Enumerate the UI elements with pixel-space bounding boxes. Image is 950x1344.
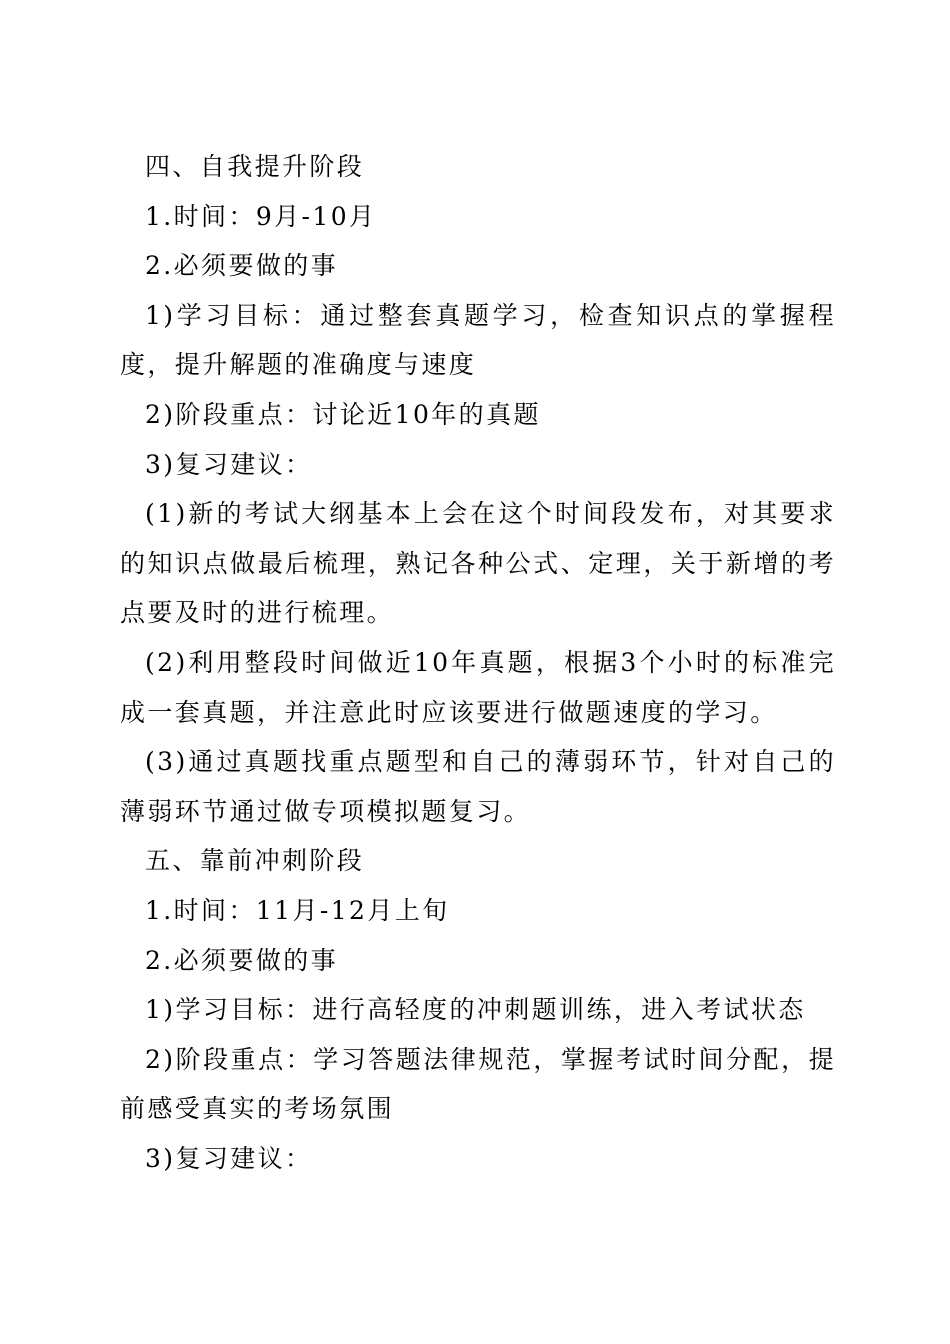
todo-heading: 2.必须要做的事	[145, 945, 339, 975]
review-advice-heading: 3)复习建议：	[145, 449, 313, 479]
time-item: 1.时间：9月-10月	[145, 201, 377, 231]
time-item: 1.时间：11月-12月上旬	[145, 895, 450, 925]
stage-focus-item: 2)阶段重点：讨论近10年的真题	[145, 399, 541, 429]
advice-item-3: (3)通过真题找重点题型和自己的薄弱环节，针对自己的薄弱环节通过做专项模拟题复习。	[120, 747, 836, 826]
todo-heading: 2.必须要做的事	[145, 251, 339, 281]
section-heading-self-improvement: 四、自我提升阶段	[145, 152, 365, 181]
study-goal-item: 1)学习目标：进行高轻度的冲刺题训练，进入考试状态	[145, 995, 806, 1025]
review-advice-heading: 3)复习建议：	[145, 1143, 313, 1173]
advice-item-1: (1)新的考试大纲基本上会在这个时间段发布，对其要求的知识点做最后梳理，熟记各种公式、定理，关于新增的考点要及时的进行梳理。	[120, 499, 836, 628]
study-goal-item: 1)学习目标：通过整套真题学习，检查知识点的掌握程度，提升解题的准确度与速度	[120, 300, 836, 380]
advice-item-2: (2)利用整段时间做近10年真题，根据3个小时的标准完成一套真题，并注意此时应该要进行做题速度的学习。	[120, 647, 836, 727]
document-body	[120, 142, 836, 1183]
stage-focus-item: 2)阶段重点：学习答题法律规范，掌握考试时间分配，提前感受真实的考场氛围	[120, 1044, 836, 1124]
section-heading-sprint: 五、靠前冲刺阶段	[145, 846, 365, 876]
